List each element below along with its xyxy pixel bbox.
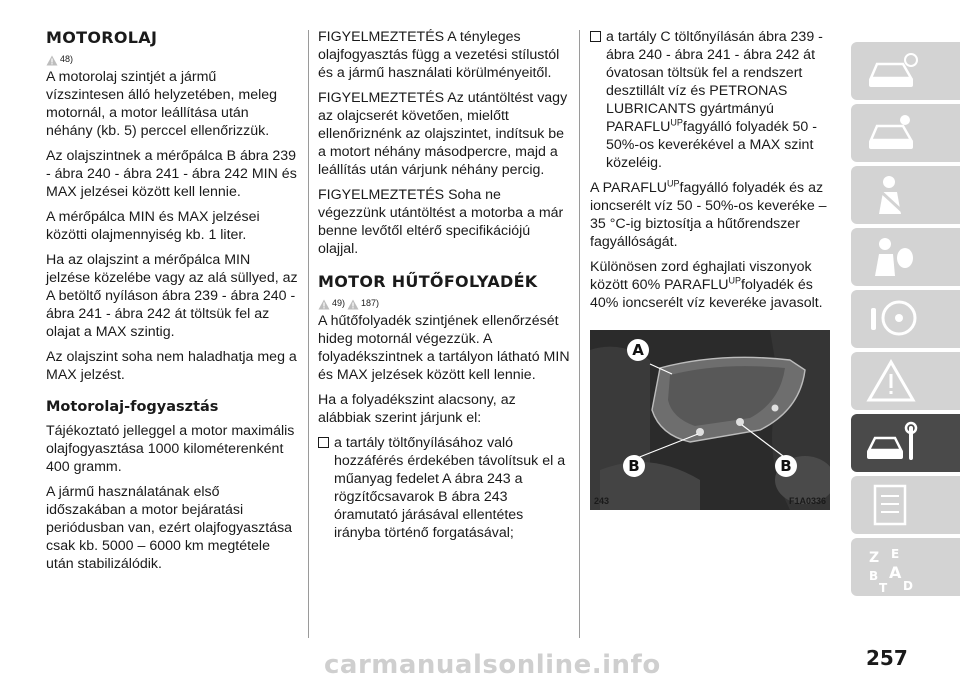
- warning-triangle-icon: [865, 358, 921, 404]
- list-item: [590, 28, 830, 172]
- section-title-motorolaj: MOTOROLAJ: [46, 28, 158, 47]
- chapter-tab-emergency[interactable]: [851, 352, 960, 410]
- paragraph: A mérőpálca MIN és MAX jelzései közötti olajmennyiség kb. 1 liter.: [46, 209, 260, 243]
- alphabet-index-icon: [865, 544, 921, 594]
- note-reference: [46, 50, 298, 66]
- svg-text:T: T: [879, 581, 888, 594]
- note-number: 49): [332, 298, 346, 308]
- paragraph: A hűtőfolyadék szintjének ellenőrzését hideg motornál végezzük. A folyadékszintnek a tartályon látható MIN és MAX jelzések között kell lennie.: [318, 313, 570, 383]
- seat-belt-icon: [865, 172, 921, 218]
- svg-text:D: D: [903, 579, 913, 593]
- column-1: [46, 28, 298, 580]
- column-divider: [579, 30, 580, 638]
- figure-label-b: B: [780, 457, 792, 475]
- svg-text:A: A: [889, 563, 902, 582]
- warning-triangle-icon: [347, 299, 359, 310]
- paragraph: FIGYELMEZTETÉS Az utántöltést vagy az olajcserét követően, mielőtt ellenőriznénk az olajszintet, indítsuk be a motort néhány másodpercre, majd a leállítás után várjunk néhány percig.: [318, 90, 568, 178]
- chapter-tab-safety[interactable]: [851, 104, 960, 162]
- chapter-tab-technical-data[interactable]: [851, 476, 960, 534]
- checkbox-bullet-icon: [590, 28, 606, 172]
- document-list-icon: [865, 482, 921, 528]
- section-title-hutofolyadek: MOTOR HŰTŐFOLYADÉK: [318, 272, 538, 291]
- note-number: 48): [60, 54, 74, 64]
- chapter-tab-maintenance[interactable]: [851, 414, 960, 472]
- svg-text:B: B: [869, 569, 879, 583]
- page-number: 257: [866, 646, 908, 670]
- list-item: [318, 434, 570, 542]
- paragraph: A motorolaj szintjét a jármű vízszintesen álló helyzetében, meleg motornál, a motor leállítása után néhány (kb. 5) perccel ellenőrizzük.: [46, 69, 278, 139]
- figure-label-b: B: [628, 457, 640, 475]
- warning-triangle-icon: [318, 299, 330, 310]
- steering-wheel-icon: [865, 296, 921, 342]
- paragraph: FIGYELMEZTETÉS A tényleges olajfogyasztás függ a vezetési stílustól és a jármű használati körülményeitől.: [318, 29, 560, 81]
- paragraph: Az olajszintnek a mérőpálca B ábra 239 - ábra 240 - ábra 241 - ábra 242 MIN és MAX jelzései között kell lennie.: [46, 148, 297, 200]
- chapter-tab-dashboard[interactable]: [851, 42, 960, 100]
- paragraph: Az olajszint soha nem haladhatja meg a MAX jelzést.: [46, 349, 297, 383]
- checkbox-bullet-icon: [318, 434, 334, 542]
- chapter-tab-index[interactable]: [851, 538, 960, 596]
- figure-number: 243: [594, 496, 610, 506]
- watermark: carmanualsonline.info: [324, 650, 661, 680]
- svg-text:E: E: [891, 547, 900, 561]
- paragraph: Különösen zord éghajlati viszonyok között 60% $PARAFLU^{UP}folyadék$ és 40% ioncserélt víz keveréke javasolt.: [590, 259, 823, 311]
- paragraph: A $PARAFLU^{UP}fagyálló$ folyadék és az ioncserélt víz 50 - 50%-os keveréke –35 °C-ig biztosítja a hűtőrendszer fagyállóságát.: [590, 178, 827, 250]
- list-item-text: a tartály töltőnyílásához való hozzáférés érdekében távolítsuk el a műanyag fedelet A ábra 243 a rögzítőcsavarok B ábra 243 óramutató járásával ellentétes irányba történő forgatásával;: [334, 435, 566, 541]
- warning-triangle-icon: [46, 55, 58, 66]
- figure-code: F1A0336: [788, 496, 826, 506]
- column-divider: [308, 30, 309, 638]
- car-safety-icon: [865, 110, 921, 156]
- car-wrench-icon: [865, 420, 921, 466]
- list-item-text: a tartály C töltőnyílásán ábra 239 - ábra 240 - ábra 241 - ábra 242 át óvatosan töltsük fel a rendszert desztillált víz és PETRONAS LUBRICANTS gyártmányú $PARAFLU^{UP}fagyálló$ folyadék 50 - 50%-os keverékével a MAX szint közeléig.: [606, 29, 823, 171]
- chapter-tab-airbag[interactable]: [851, 228, 960, 286]
- note-number: 187): [361, 298, 380, 308]
- paragraph: Tájékoztató jelleggel a motor maximális olajfogyasztása 1000 kilométerenként 400 gramm.: [46, 423, 295, 475]
- svg-text:Z: Z: [869, 550, 880, 566]
- paragraph: A jármű használatának első időszakában a motor bejáratási periódusban van, ezért olajfogyasztása csak kb. 5000 – 6000 km megtétele után stabilizálódik.: [46, 484, 293, 572]
- paragraph: Ha az olajszint a mérőpálca MIN jelzése közelébe vagy az alá süllyed, az A betöltő nyíláson ábra 239 - ábra 240 - ábra 241 - ábra 242 át töltsük fel az olajat a MAX szintig.: [46, 252, 298, 340]
- paragraph: Ha a folyadékszint alacsony, az alábbiak szerint járjunk el:: [318, 392, 516, 426]
- engine-coolant-cover-figure: [590, 330, 830, 510]
- column-2: [318, 28, 570, 549]
- note-reference: [318, 294, 570, 310]
- chapter-tab-seat-adjust[interactable]: [851, 166, 960, 224]
- figure-label-a: A: [632, 341, 644, 359]
- figure-caption: [590, 496, 830, 510]
- car-dashboard-icon: [865, 48, 921, 94]
- paragraph: FIGYELMEZTETÉS Soha ne végezzünk utántöltést a motorba a már benne levőtől eltérő specifikációjú olajjal.: [318, 187, 564, 257]
- subsection-title: Motorolaj-fogyasztás: [46, 399, 219, 415]
- airbag-icon: [865, 234, 921, 280]
- chapter-tab-starting[interactable]: [851, 290, 960, 348]
- column-3: [590, 28, 830, 319]
